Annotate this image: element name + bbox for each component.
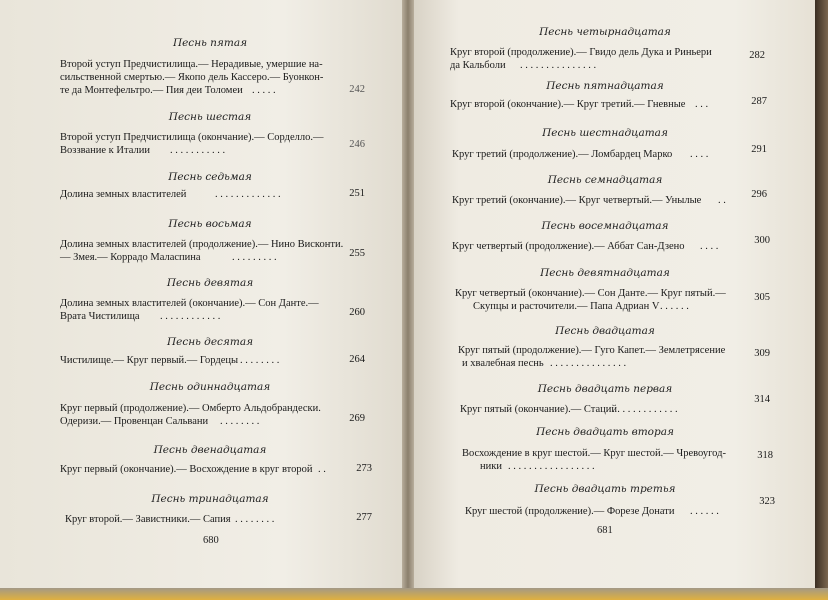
canto-heading: Песнь седьмая bbox=[168, 171, 252, 183]
leader-dots: . . . . bbox=[690, 149, 709, 160]
toc-page-number: 242 bbox=[349, 84, 365, 95]
toc-page-number: 291 bbox=[751, 144, 767, 155]
toc-line: Скупцы и расточители.— Папа Адриан V bbox=[473, 301, 660, 312]
canto-heading: Песнь двадцать вторая bbox=[536, 426, 674, 438]
toc-line: Круг второй (окончание).— Круг третий.— Гневные bbox=[450, 99, 686, 110]
canto-heading: Песнь шестая bbox=[168, 111, 252, 123]
toc-line: Круг третий (окончание).— Круг четвертый.— Унылые bbox=[452, 195, 702, 206]
leader-dots: . . . . . . . . . bbox=[232, 252, 277, 263]
canto-heading: Песнь одиннадцатая bbox=[149, 381, 271, 393]
toc-page-number: 260 bbox=[349, 307, 365, 318]
toc-line: Круг пятый (продолжение).— Гуго Капет.— Землетрясение bbox=[458, 345, 726, 356]
toc-line: Круг четвертый (продолжение).— Аббат Сан-Дзено bbox=[452, 241, 685, 252]
canto-heading: Песнь семнадцатая bbox=[547, 174, 663, 186]
leader-dots: . . . . bbox=[700, 241, 719, 252]
leader-dots: . . . . . . . . . . . bbox=[170, 145, 226, 156]
canto-heading: Песнь восемнадцатая bbox=[541, 220, 669, 232]
leader-dots: . . . . . . . . . . . . . bbox=[612, 404, 678, 415]
toc-page-number: 269 bbox=[349, 413, 365, 424]
toc-line: Круг шестой (продолжение).— Форезе Донати bbox=[465, 506, 675, 517]
toc-line: да Кальболи bbox=[450, 60, 506, 71]
toc-page-number: 323 bbox=[759, 496, 775, 507]
leader-dots: . . . . . . . . bbox=[220, 416, 260, 427]
left-page-folio: 680 bbox=[203, 535, 219, 546]
toc-page-number: 251 bbox=[349, 188, 365, 199]
toc-page-number: 305 bbox=[754, 292, 770, 303]
canto-heading: Песнь двадцатая bbox=[555, 325, 655, 337]
leader-dots: . . bbox=[718, 195, 726, 206]
toc-line: Восхождение в круг шестой.— Круг шестой.— Чревоугод- bbox=[462, 448, 726, 459]
toc-line: Круг второй.— Завистники.— Сапия bbox=[65, 514, 231, 525]
right-page-folio: 681 bbox=[597, 525, 613, 536]
canto-heading: Песнь пятая bbox=[172, 37, 248, 49]
toc-line: Круг пятый (окончание).— Стаций bbox=[460, 404, 618, 415]
toc-page-number: 273 bbox=[356, 463, 372, 474]
canto-heading: Песнь тринадцатая bbox=[151, 493, 269, 505]
canto-heading: Песнь десятая bbox=[166, 336, 254, 348]
leader-dots: . . . . . . . . . . . . bbox=[160, 311, 221, 322]
leader-dots: . . . . . bbox=[252, 85, 276, 96]
toc-line: Второй уступ Предчистилища (окончание).— Сорделло.— bbox=[60, 132, 324, 143]
toc-line: Воззвание к Италии bbox=[60, 145, 150, 156]
toc-line: те да Монтефельтро.— Пия деи Толомеи bbox=[60, 85, 243, 96]
toc-page-number: 282 bbox=[749, 50, 765, 61]
toc-line: Долина земных властителей (окончание).— Сон Данте.— bbox=[60, 298, 319, 309]
toc-page-number: 318 bbox=[757, 450, 773, 461]
toc-line: Одеризи.— Провенцан Сальвани bbox=[60, 416, 209, 427]
leader-dots: . . . . . . bbox=[690, 506, 719, 517]
toc-line: и хвалебная песнь bbox=[462, 358, 544, 369]
toc-line: Круг второй (продолжение).— Гвидо дель Дука и Риньери bbox=[450, 47, 712, 58]
toc-page-number: 255 bbox=[349, 248, 365, 259]
toc-line: ники bbox=[480, 461, 502, 472]
toc-line: Долина земных властителей (продолжение).— Нино Висконти.— Змея.— Коррадо Маласпина bbox=[60, 239, 344, 263]
leader-dots: . . . . . . . . bbox=[235, 514, 275, 525]
canto-heading: Песнь двенадцатая bbox=[153, 444, 267, 456]
canto-heading: Песнь четырнадцатая bbox=[539, 26, 671, 38]
toc-page-number: 314 bbox=[754, 394, 770, 405]
canto-heading: Песнь восьмая bbox=[168, 218, 252, 230]
toc-page-number: 300 bbox=[754, 235, 770, 246]
toc-page-number: 264 bbox=[349, 354, 365, 365]
toc-page-number: 277 bbox=[356, 512, 372, 523]
toc-line: Долина земных властителей bbox=[60, 189, 187, 200]
toc-line: Врата Чистилища bbox=[60, 311, 140, 322]
canto-heading: Песнь шестнадцатая bbox=[542, 127, 668, 139]
canto-heading: Песнь пятнадцатая bbox=[546, 80, 664, 92]
leader-dots: . . . bbox=[695, 99, 709, 110]
cover-edge bbox=[815, 0, 828, 600]
canto-heading: Песнь двадцать первая bbox=[537, 383, 673, 395]
canto-heading: Песнь девятая bbox=[166, 277, 254, 289]
page-bottom-edge bbox=[0, 588, 828, 600]
toc-line: сильственной смертью.— Якопо дель Кассеро.— Буонкон- bbox=[60, 72, 324, 83]
toc-line: Круг первый (окончание).— Восхождение в круг второй bbox=[60, 464, 313, 475]
leader-dots: . . . . . . . . . . . . . bbox=[215, 189, 281, 200]
toc-line: Второй уступ Предчистилища.— Нерадивые, умершие на- bbox=[60, 59, 323, 70]
toc-line: Круг третий (продолжение).— Ломбардец Марко bbox=[452, 149, 673, 160]
toc-page-number: 296 bbox=[751, 189, 767, 200]
toc-line: Чистилище.— Круг первый.— Гордецы bbox=[60, 355, 239, 366]
toc-line: Круг четвертый (окончание).— Сон Данте.— Круг пятый.— bbox=[455, 288, 726, 299]
leader-dots: . . . . . . bbox=[660, 301, 689, 312]
leader-dots: . . . . . . . . bbox=[240, 355, 280, 366]
toc-line: Круг первый (продолжение).— Омберто Альдобрандески. bbox=[60, 403, 321, 414]
leader-dots: . . bbox=[318, 464, 326, 475]
leader-dots: . . . . . . . . . . . . . . . bbox=[550, 358, 627, 369]
canto-heading: Песнь девятнадцатая bbox=[540, 267, 670, 279]
toc-page-number: 287 bbox=[751, 96, 767, 107]
book-gutter bbox=[402, 0, 414, 600]
leader-dots: . . . . . . . . . . . . . . . bbox=[520, 60, 597, 71]
canto-heading: Песнь двадцать третья bbox=[534, 483, 676, 495]
toc-page-number: 246 bbox=[349, 139, 365, 150]
leader-dots: . . . . . . . . . . . . . . . . . bbox=[508, 461, 595, 472]
toc-page-number: 309 bbox=[754, 348, 770, 359]
